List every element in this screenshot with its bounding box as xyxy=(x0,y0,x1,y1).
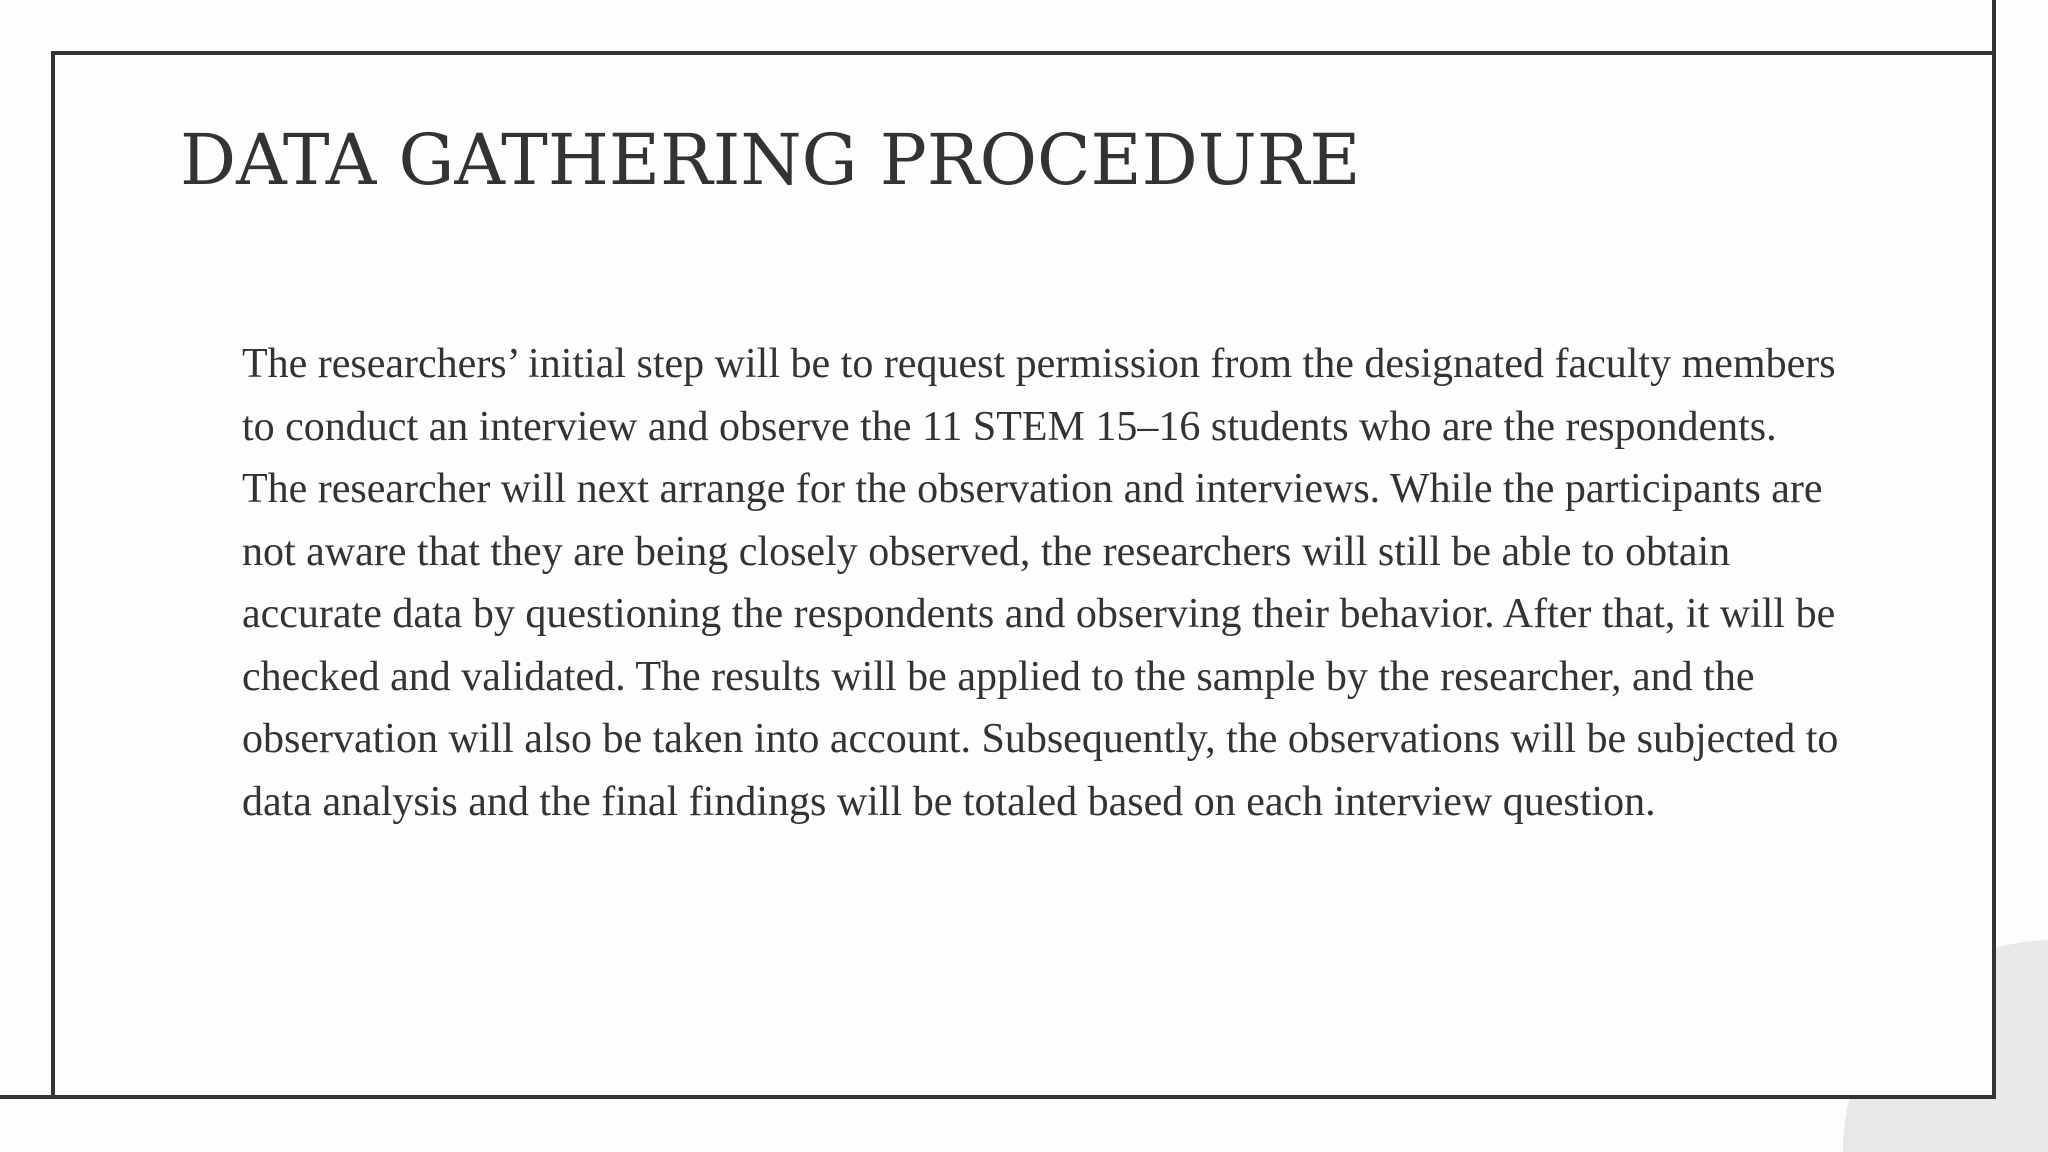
frame-line-left xyxy=(0,1095,55,1099)
slide-body xyxy=(242,333,1862,833)
body-paragraph-2: The researcher will next arrange for the observation and interviews. While the participants are not aware that they are being closely observed, the researchers will still be able to obtain accurate data by questioning the respondents and observing their behavior. After that, it will be checked and validated. The results will be applied to the sample by the researcher, and the observation will also be taken into account. Subsequently, the observations will be subjected to data analysis and the final findings will be totaled based on each interview question. xyxy=(242,466,1839,825)
frame-line-top xyxy=(1992,0,1996,55)
slide-title: DATA GATHERING PROCEDURE xyxy=(180,119,1361,201)
body-paragraph-1: The researchers’ initial step will be to request permission from the designated faculty members to conduct an interview and observe the 11 STEM 15–16 students who are the respondents. xyxy=(242,341,1836,450)
